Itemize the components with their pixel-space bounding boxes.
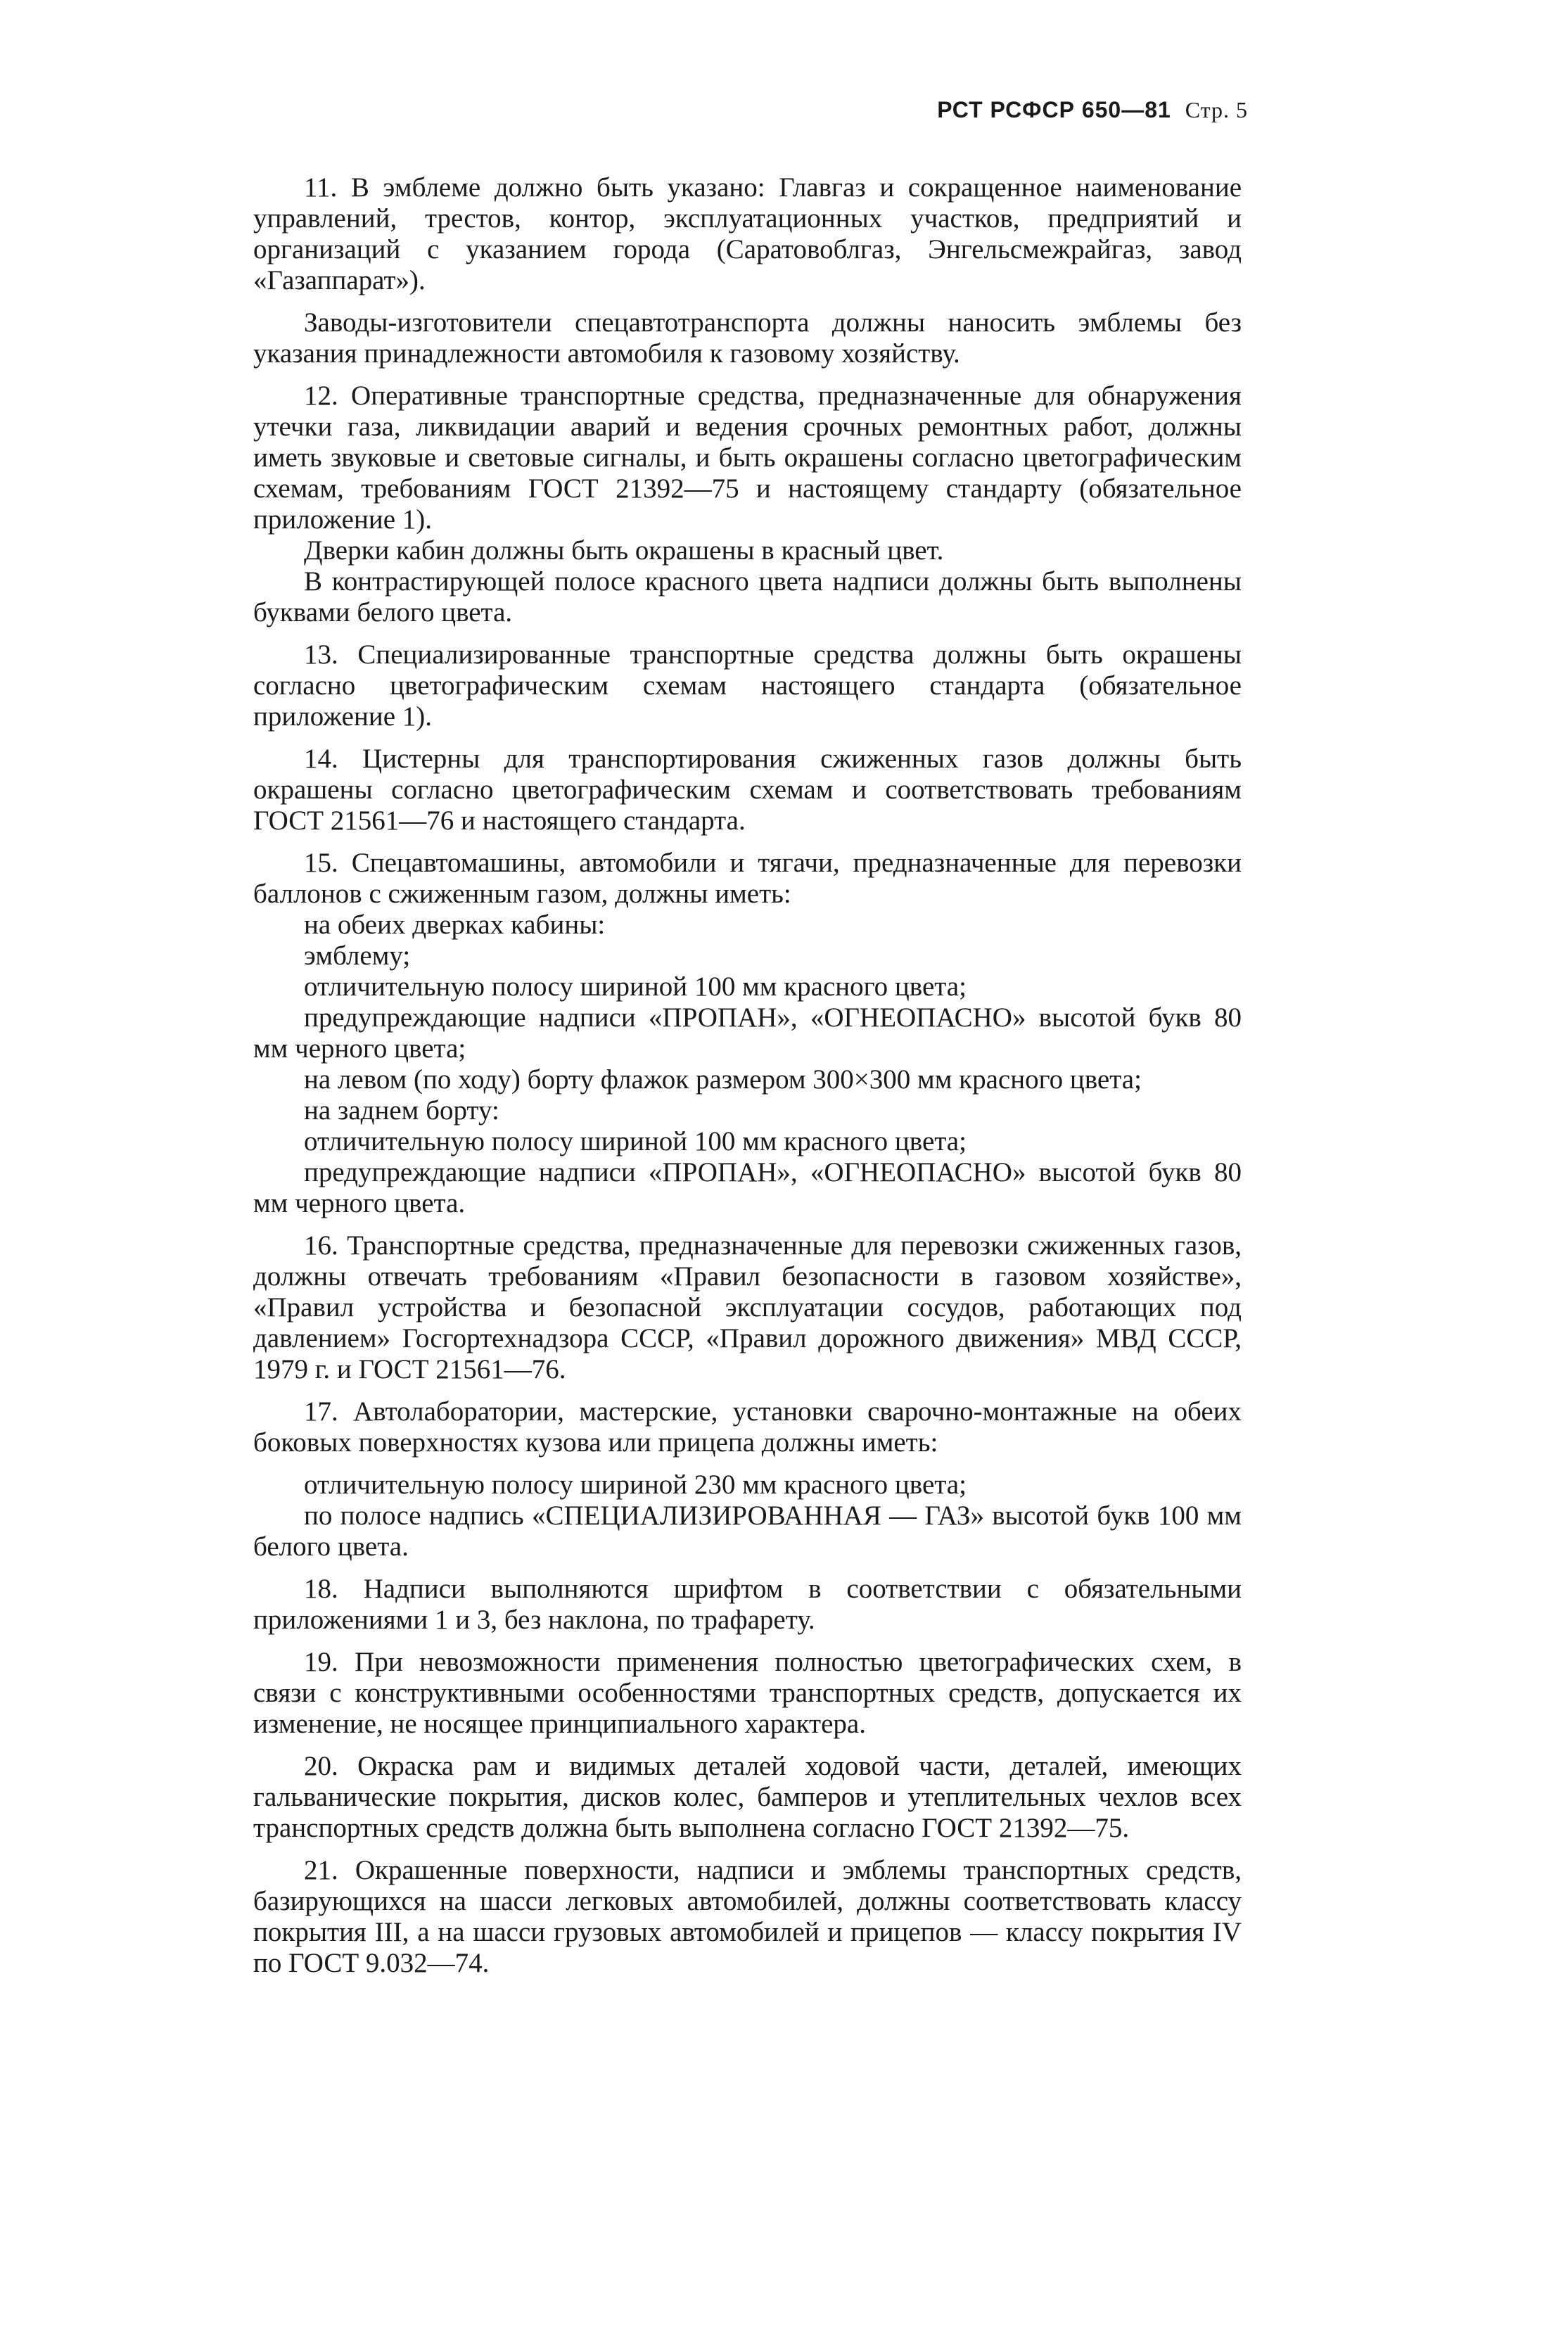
paragraph-19: 19. При невозможности применения полностью цветографических схем, в связи с конструктивными особенностями транспортных средств, допускается их изменение, не носящее принципиального характера.: [253, 1647, 1242, 1739]
paragraph-20: 20. Окраска рам и видимых деталей ходовой части, деталей, имеющих гальванические покрытия, дисков колес, бамперов и утеплительных чехлов всех транспортных средств должна быть выполнена согласно ГОСТ 21392—75.: [253, 1751, 1242, 1843]
paragraph-manufacturers: Заводы-изготовители спецавтотранспорта должны наносить эмблемы без указания принадлежности автомобиля к газовому хозяйству.: [253, 307, 1242, 369]
list-item-rear-board: на заднем борту:: [304, 1095, 499, 1126]
list-item-cab-doors: на обеих дверках кабины:: [304, 910, 606, 940]
list-item-rear-stripe: отличительную полосу шириной 100 мм красного цвета;: [304, 1126, 967, 1157]
list-item-stripe-100: отличительную полосу шириной 100 мм красного цвета;: [304, 971, 967, 1002]
document-code: РСТ РСФСР 650—81: [937, 97, 1171, 122]
list-item-warning-labels: предупреждающие надписи «ПРОПАН», «ОГНЕОПАСНО» высотой букв 80 мм черного цвета;: [253, 1002, 1242, 1064]
paragraph-16: 16. Транспортные средства, предназначенные для перевозки сжиженных газов, должны отвечать требованиям «Правил безопасности в газовом хозяйстве», «Правил устройства и безопасной эксплуатации сосудов, работающих под давлением» Госгортехнадзора СССР, «Правил дорожного движения» МВД СССР, 1979 г. и ГОСТ 21561—76.: [253, 1230, 1242, 1384]
page-number: Стр. 5: [1185, 97, 1248, 122]
paragraph-21: 21. Окрашенные поверхности, надписи и эмблемы транспортных средств, базирующихся на шасси легковых автомобилей, должны соответствовать классу покрытия III, а на шасси грузовых автомобилей и прицепов — классу покрытия IV по ГОСТ 9.032—74.: [253, 1855, 1242, 1978]
page-header: [937, 97, 1248, 123]
paragraph-cab-doors: Дверки кабин должны быть окрашены в красный цвет.: [304, 535, 944, 566]
list-item-specialized-gas-label: по полосе надпись «СПЕЦИАЛИЗИРОВАННАЯ — ГАЗ» высотой букв 100 мм белого цвета.: [253, 1501, 1242, 1562]
paragraph-12: 12. Оперативные транспортные средства, предназначенные для обнаружения утечки газа, ликвидации аварий и ведения срочных ремонтных работ, должны иметь звуковые и световые сигналы, и быть окрашены согласно цветографическим схемам, требованиям ГОСТ 21392—75 и настоящему стандарту (обязательное приложение 1).: [253, 381, 1242, 535]
list-item-rear-warning-labels: предупреждающие надписи «ПРОПАН», «ОГНЕОПАСНО» высотой букв 80 мм черного цвета.: [253, 1157, 1242, 1218]
paragraph-17: 17. Автолаборатории, мастерские, установки сварочно-монтажные на обеих боковых поверхностях кузова или прицепа должны иметь:: [253, 1396, 1242, 1458]
paragraph-15: 15. Спецавтомашины, автомобили и тягачи, предназначенные для перевозки баллонов с сжиженным газом, должны иметь:: [253, 848, 1242, 909]
list-item-emblem: эмблему;: [304, 941, 411, 971]
list-item-flag: на левом (по ходу) борту флажок размером 300×300 мм красного цвета;: [304, 1064, 1142, 1095]
list-item-stripe-230: отличительную полосу шириной 230 мм красного цвета;: [304, 1470, 967, 1500]
document-body: [253, 172, 1242, 1990]
paragraph-14: 14. Цистерны для транспортирования сжиженных газов должны быть окрашены согласно цветографическим схемам и соответствовать требованиям ГОСТ 21561—76 и настоящего стандарта.: [253, 744, 1242, 836]
paragraph-contrast-stripe: В контрастирующей полосе красного цвета надписи должны быть выполнены буквами белого цвета.: [253, 566, 1242, 627]
paragraph-18: 18. Надписи выполняются шрифтом в соответствии с обязательными приложениями 1 и 3, без наклона, по трафарету.: [253, 1574, 1242, 1635]
paragraph-13: 13. Специализированные транспортные средства должны быть окрашены согласно цветографическим схемам настоящего стандарта (обязательное приложение 1).: [253, 639, 1242, 732]
paragraph-11: 11. В эмблеме должно быть указано: Главгаз и сокращенное наименование управлений, трестов, контор, эксплуатационных участков, предприятий и организаций с указанием города (Саратовоблгаз, Энгельсмежрайгаз, завод «Газаппарат»).: [253, 172, 1242, 295]
